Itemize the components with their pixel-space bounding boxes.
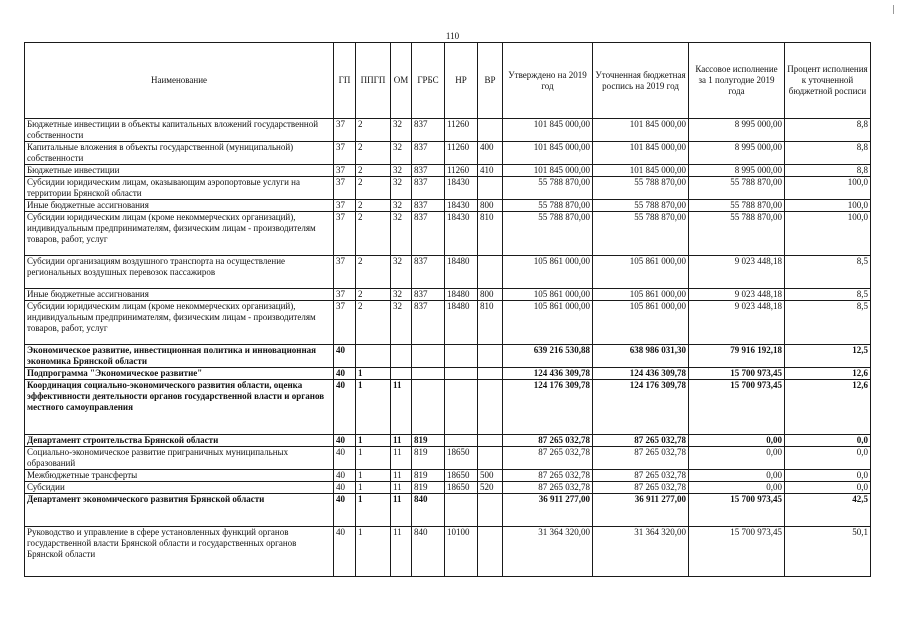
cell-ppgp: 1 xyxy=(356,482,391,494)
cell-approved: 87 265 032,78 xyxy=(503,470,593,482)
cell-refined: 55 788 870,00 xyxy=(593,177,689,200)
cell-cash: 55 788 870,00 xyxy=(689,177,785,200)
cell-refined: 87 265 032,78 xyxy=(593,435,689,447)
cell-vr xyxy=(478,447,503,470)
cell-om: 11 xyxy=(391,482,412,494)
cell-approved: 55 788 870,00 xyxy=(503,177,593,200)
cell-gp: 37 xyxy=(334,165,356,177)
cell-approved: 124 176 309,78 xyxy=(503,380,593,435)
cell-percent: 50,1 xyxy=(785,527,871,577)
cell-nr xyxy=(445,435,478,447)
cell-vr: 810 xyxy=(478,301,503,345)
cell-vr xyxy=(478,368,503,380)
page-number: 110 xyxy=(445,31,460,41)
cell-grbs: 837 xyxy=(412,301,445,345)
cell-cash: 9 023 448,18 xyxy=(689,256,785,289)
cell-percent: 12,6 xyxy=(785,380,871,435)
header-grbs: ГРБС xyxy=(412,43,445,119)
table-body xyxy=(25,119,871,577)
cell-refined: 105 861 000,00 xyxy=(593,289,689,301)
cell-refined: 87 265 032,78 xyxy=(593,470,689,482)
cell-percent: 42,5 xyxy=(785,494,871,527)
cell-refined: 36 911 277,00 xyxy=(593,494,689,527)
cell-om: 11 xyxy=(391,470,412,482)
cell-grbs: 837 xyxy=(412,142,445,165)
table-row xyxy=(25,527,871,577)
table-row xyxy=(25,301,871,345)
table-row xyxy=(25,177,871,200)
cell-om: 32 xyxy=(391,142,412,165)
cell-ppgp: 1 xyxy=(356,435,391,447)
cell-om: 11 xyxy=(391,447,412,470)
cell-gp: 40 xyxy=(334,435,356,447)
header-nr: НР xyxy=(445,43,478,119)
cell-grbs: 819 xyxy=(412,470,445,482)
cell-vr xyxy=(478,494,503,527)
cell-cash: 15 700 973,45 xyxy=(689,527,785,577)
cell-percent: 8,5 xyxy=(785,256,871,289)
cell-percent: 12,5 xyxy=(785,345,871,368)
cell-om: 11 xyxy=(391,494,412,527)
cell-refined: 87 265 032,78 xyxy=(593,447,689,470)
cell-percent: 8,8 xyxy=(785,119,871,142)
cell-grbs: 837 xyxy=(412,212,445,256)
cell-ppgp: 2 xyxy=(356,256,391,289)
cell-name: Департамент строительства Брянской области xyxy=(25,435,334,447)
header-percent: Процент исполнения к уточненной бюджетной росписи xyxy=(785,43,871,119)
cell-refined: 124 176 309,78 xyxy=(593,380,689,435)
cell-gp: 37 xyxy=(334,256,356,289)
cell-ppgp: 2 xyxy=(356,142,391,165)
cell-vr xyxy=(478,119,503,142)
cell-percent: 100,0 xyxy=(785,200,871,212)
cell-approved: 55 788 870,00 xyxy=(503,200,593,212)
cell-grbs: 840 xyxy=(412,527,445,577)
cell-percent: 8,8 xyxy=(785,142,871,165)
cell-name: Субсидии юридическим лицам (кроме некоммерческих организаций), индивидуальным предпринимателям, физическим лицам - производителям товаров, работ, услуг xyxy=(25,301,334,345)
cell-nr: 18650 xyxy=(445,447,478,470)
cell-nr xyxy=(445,345,478,368)
cell-om xyxy=(391,345,412,368)
cell-cash: 0,00 xyxy=(689,435,785,447)
cell-cash: 9 023 448,18 xyxy=(689,301,785,345)
cell-gp: 37 xyxy=(334,301,356,345)
cell-cash: 79 916 192,18 xyxy=(689,345,785,368)
cell-cash: 15 700 973,45 xyxy=(689,380,785,435)
cell-nr: 18480 xyxy=(445,256,478,289)
cell-gp: 37 xyxy=(334,142,356,165)
cell-refined: 31 364 320,00 xyxy=(593,527,689,577)
cell-cash: 0,00 xyxy=(689,447,785,470)
cell-nr xyxy=(445,494,478,527)
cell-nr: 10100 xyxy=(445,527,478,577)
cell-approved: 31 364 320,00 xyxy=(503,527,593,577)
cell-nr: 18430 xyxy=(445,212,478,256)
cell-gp: 40 xyxy=(334,482,356,494)
cell-name: Социально-экономическое развитие приграничных муниципальных образований xyxy=(25,447,334,470)
cell-vr xyxy=(478,345,503,368)
cell-cash: 0,00 xyxy=(689,482,785,494)
cell-refined: 105 861 000,00 xyxy=(593,256,689,289)
cell-om: 32 xyxy=(391,177,412,200)
cell-name: Субсидии юридическим лицам, оказывающим аэропортовые услуги на территории Брянской области xyxy=(25,177,334,200)
cell-ppgp: 2 xyxy=(356,289,391,301)
cell-vr: 500 xyxy=(478,470,503,482)
cell-nr xyxy=(445,368,478,380)
cell-om: 32 xyxy=(391,165,412,177)
cell-ppgp: 2 xyxy=(356,200,391,212)
table-row xyxy=(25,289,871,301)
cell-name: Иные бюджетные ассигнования xyxy=(25,200,334,212)
table-row xyxy=(25,165,871,177)
cell-nr: 11260 xyxy=(445,142,478,165)
table-row xyxy=(25,368,871,380)
cell-nr: 18480 xyxy=(445,289,478,301)
cell-grbs xyxy=(412,345,445,368)
cell-om xyxy=(391,368,412,380)
cell-percent: 0,0 xyxy=(785,435,871,447)
cell-om: 32 xyxy=(391,256,412,289)
cell-gp: 37 xyxy=(334,200,356,212)
header-refined: Уточненная бюджетная роспись на 2019 год xyxy=(593,43,689,119)
cell-ppgp: 2 xyxy=(356,165,391,177)
cell-gp: 40 xyxy=(334,368,356,380)
cell-cash: 9 023 448,18 xyxy=(689,289,785,301)
cell-name: Иные бюджетные ассигнования xyxy=(25,289,334,301)
cell-cash: 15 700 973,45 xyxy=(689,494,785,527)
table-row xyxy=(25,142,871,165)
cell-approved: 124 436 309,78 xyxy=(503,368,593,380)
cell-vr: 520 xyxy=(478,482,503,494)
cell-gp: 37 xyxy=(334,289,356,301)
cell-name: Субсидии xyxy=(25,482,334,494)
cell-nr: 11260 xyxy=(445,119,478,142)
cell-approved: 87 265 032,78 xyxy=(503,435,593,447)
cell-ppgp: 1 xyxy=(356,470,391,482)
cell-name: Бюджетные инвестиции xyxy=(25,165,334,177)
cell-name: Координация социально-экономического развития области, оценка эффективности деятельности органов государственной власти и органов местного самоуправления xyxy=(25,380,334,435)
cell-nr: 18430 xyxy=(445,177,478,200)
cell-approved: 36 911 277,00 xyxy=(503,494,593,527)
cell-vr xyxy=(478,380,503,435)
cell-ppgp: 1 xyxy=(356,494,391,527)
cell-name: Руководство и управление в сфере установленных функций органов государственной власти Брянской области и государственных органов Брянской области xyxy=(25,527,334,577)
cell-vr xyxy=(478,527,503,577)
cell-approved: 101 845 000,00 xyxy=(503,119,593,142)
header-name: Наименование xyxy=(25,43,334,119)
cell-percent: 0,0 xyxy=(785,470,871,482)
header-cash: Кассовое исполнение за 1 полугодие 2019 года xyxy=(689,43,785,119)
cell-gp: 37 xyxy=(334,119,356,142)
cell-percent: 100,0 xyxy=(785,212,871,256)
cell-ppgp: 2 xyxy=(356,177,391,200)
cell-gp: 40 xyxy=(334,470,356,482)
cell-grbs: 819 xyxy=(412,482,445,494)
table-row xyxy=(25,482,871,494)
cell-percent: 12,6 xyxy=(785,368,871,380)
cell-refined: 87 265 032,78 xyxy=(593,482,689,494)
table-row xyxy=(25,256,871,289)
cell-gp: 40 xyxy=(334,380,356,435)
cell-ppgp: 2 xyxy=(356,119,391,142)
cell-cash: 0,00 xyxy=(689,470,785,482)
cell-ppgp: 1 xyxy=(356,380,391,435)
cell-cash: 55 788 870,00 xyxy=(689,200,785,212)
cell-om: 11 xyxy=(391,527,412,577)
cell-grbs: 837 xyxy=(412,165,445,177)
cell-grbs: 837 xyxy=(412,119,445,142)
cell-om: 32 xyxy=(391,212,412,256)
cell-name: Капитальные вложения в объекты государственной (муниципальной) собственности xyxy=(25,142,334,165)
cell-percent: 0,0 xyxy=(785,447,871,470)
cell-gp: 40 xyxy=(334,447,356,470)
cell-gp: 40 xyxy=(334,345,356,368)
cell-nr: 18480 xyxy=(445,301,478,345)
cell-percent: 8,5 xyxy=(785,301,871,345)
cell-cash: 8 995 000,00 xyxy=(689,165,785,177)
cell-vr xyxy=(478,177,503,200)
cell-ppgp: 2 xyxy=(356,212,391,256)
table-row xyxy=(25,200,871,212)
table-row xyxy=(25,470,871,482)
cell-gp: 40 xyxy=(334,494,356,527)
cell-ppgp: 1 xyxy=(356,527,391,577)
cell-om: 32 xyxy=(391,200,412,212)
cell-percent: 8,5 xyxy=(785,289,871,301)
cell-om: 32 xyxy=(391,119,412,142)
cell-ppgp xyxy=(356,345,391,368)
cell-name: Субсидии организациям воздушного транспорта на осуществление региональных воздушных перевозок пассажиров xyxy=(25,256,334,289)
cell-cash: 8 995 000,00 xyxy=(689,119,785,142)
cell-nr xyxy=(445,380,478,435)
cell-percent: 8,8 xyxy=(785,165,871,177)
cell-om: 32 xyxy=(391,301,412,345)
table-row xyxy=(25,380,871,435)
table-row xyxy=(25,119,871,142)
cell-vr: 800 xyxy=(478,200,503,212)
table-row xyxy=(25,494,871,527)
header-om: ОМ xyxy=(391,43,412,119)
cell-name: Субсидии юридическим лицам (кроме некоммерческих организаций), индивидуальным предпринимателям, физическим лицам - производителям товаров, работ, услуг xyxy=(25,212,334,256)
cell-cash: 55 788 870,00 xyxy=(689,212,785,256)
cell-cash: 15 700 973,45 xyxy=(689,368,785,380)
cell-nr: 18650 xyxy=(445,482,478,494)
header-gp: ГП xyxy=(334,43,356,119)
cell-grbs: 840 xyxy=(412,494,445,527)
cell-vr: 400 xyxy=(478,142,503,165)
cell-vr: 810 xyxy=(478,212,503,256)
cell-gp: 37 xyxy=(334,212,356,256)
cell-name: Межбюджетные трансферты xyxy=(25,470,334,482)
cell-refined: 124 436 309,78 xyxy=(593,368,689,380)
cell-refined: 638 986 031,30 xyxy=(593,345,689,368)
table-row xyxy=(25,447,871,470)
cell-name: Экономическое развитие, инвестиционная политика и инновационная экономика Брянской области xyxy=(25,345,334,368)
cell-vr: 800 xyxy=(478,289,503,301)
cell-ppgp: 1 xyxy=(356,368,391,380)
cell-grbs: 837 xyxy=(412,177,445,200)
table-row xyxy=(25,345,871,368)
cell-approved: 87 265 032,78 xyxy=(503,447,593,470)
cell-refined: 101 845 000,00 xyxy=(593,119,689,142)
cell-cash: 8 995 000,00 xyxy=(689,142,785,165)
cell-grbs: 819 xyxy=(412,435,445,447)
cell-name: Департамент экономического развития Брянской области xyxy=(25,494,334,527)
cell-ppgp: 1 xyxy=(356,447,391,470)
cell-vr xyxy=(478,256,503,289)
cell-refined: 55 788 870,00 xyxy=(593,212,689,256)
cell-refined: 55 788 870,00 xyxy=(593,200,689,212)
cell-nr: 18430 xyxy=(445,200,478,212)
cell-approved: 105 861 000,00 xyxy=(503,301,593,345)
cell-grbs: 837 xyxy=(412,200,445,212)
table-row xyxy=(25,212,871,256)
cell-grbs: 837 xyxy=(412,289,445,301)
cell-refined: 105 861 000,00 xyxy=(593,301,689,345)
header-vr: ВР xyxy=(478,43,503,119)
cell-vr: 410 xyxy=(478,165,503,177)
cell-name: Бюджетные инвестиции в объекты капитальных вложений государственной собственности xyxy=(25,119,334,142)
cell-name: Подпрограмма "Экономическое развитие" xyxy=(25,368,334,380)
edge-mark xyxy=(893,5,894,14)
cell-percent: 100,0 xyxy=(785,177,871,200)
cell-grbs xyxy=(412,368,445,380)
cell-grbs xyxy=(412,380,445,435)
cell-approved: 101 845 000,00 xyxy=(503,165,593,177)
cell-ppgp: 2 xyxy=(356,301,391,345)
budget-table xyxy=(24,42,871,577)
cell-om: 11 xyxy=(391,380,412,435)
cell-refined: 101 845 000,00 xyxy=(593,142,689,165)
cell-approved: 87 265 032,78 xyxy=(503,482,593,494)
cell-grbs: 837 xyxy=(412,256,445,289)
cell-approved: 55 788 870,00 xyxy=(503,212,593,256)
cell-nr: 18650 xyxy=(445,470,478,482)
table-row xyxy=(25,435,871,447)
cell-nr: 11260 xyxy=(445,165,478,177)
cell-approved: 101 845 000,00 xyxy=(503,142,593,165)
cell-approved: 639 216 530,88 xyxy=(503,345,593,368)
header-approved: Утверждено на 2019 год xyxy=(503,43,593,119)
cell-om: 32 xyxy=(391,289,412,301)
cell-gp: 40 xyxy=(334,527,356,577)
cell-approved: 105 861 000,00 xyxy=(503,256,593,289)
header-ppgp: ППГП xyxy=(356,43,391,119)
header-row xyxy=(25,43,871,119)
cell-approved: 105 861 000,00 xyxy=(503,289,593,301)
cell-refined: 101 845 000,00 xyxy=(593,165,689,177)
cell-om: 11 xyxy=(391,435,412,447)
cell-percent: 0,0 xyxy=(785,482,871,494)
cell-gp: 37 xyxy=(334,177,356,200)
cell-grbs: 819 xyxy=(412,447,445,470)
cell-vr xyxy=(478,435,503,447)
